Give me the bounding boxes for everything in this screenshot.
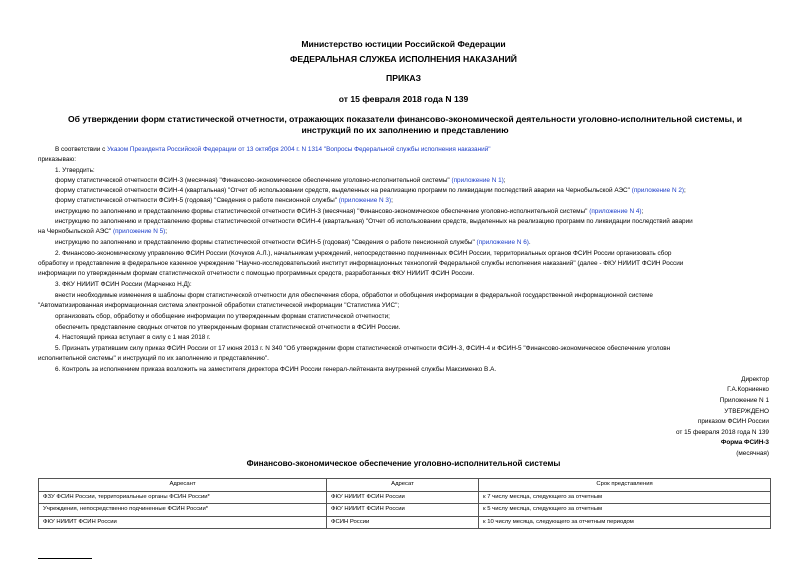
table-cell-recipient: ФКУ НИИИТ ФСИН России [327, 504, 479, 517]
ministry-name: Министерство юстиции Российской Федерации [301, 39, 506, 49]
table-cell-recipient: ФСИН России [327, 516, 479, 529]
instruction-fsin3-text: инструкцию по заполнению и представлению формы статистической отчетности ФСИН-3 (месячная) "Финансово-экономическое обеспечение уголовно-исполнительной системы" [55, 208, 590, 215]
instruction-fsin4-line2 [38, 227, 167, 237]
approved-by: приказом ФСИН России [697, 418, 769, 425]
item-2-line3: информации по утвержденным формам статистической отчетности с помощью программных средств, разработанных ФКУ НИИИТ ФСИН России. [38, 270, 475, 277]
semicolon: ; [503, 177, 506, 184]
item-3-a-line2: "Автоматизированная информационная система электронной обработки статистической информации "Статистика УИС"; [38, 302, 400, 309]
instruction-fsin5 [55, 238, 531, 248]
form-fsin3-text: форму статистической отчетности ФСИН-3 (месячная) "Финансово-экономическое обеспечение уголовно-исполнительной системы" [55, 177, 452, 184]
doc-title [55, 114, 755, 136]
table-cell-recipient: ФКУ НИИИТ ФСИН России [327, 491, 479, 504]
table-cell-sender: ФКУ НИИИТ ФСИН России [39, 516, 327, 529]
table-cell-deadline: к 7 числу месяца, следующего за отчетным [479, 491, 771, 504]
instruction-fsin5-text: инструкцию по заполнению и представлению формы статистической отчетности ФСИН-5 (годовая) "Сведения о работе пенсионной службы" [55, 239, 477, 246]
appendix-3-link[interactable]: (приложение N 3) [338, 197, 392, 204]
decree-link[interactable]: Указом Президента Российской Федерации от 13 октября 2004 г. N 1314 "Вопросы Федеральной службы исполнения наказаний" [107, 146, 491, 153]
period: . [528, 239, 531, 246]
instruction-fsin3 [55, 207, 643, 217]
item-5-line1: 5. Признать утратившим силу приказ ФСИН России от 17 июня 2013 г. N 340 "Об утверждении форм статистической отчетности ФСИН-3, ФСИН-4 и ФСИН-5 "Финансово-экономическое обеспечение уголовн [55, 345, 671, 352]
instruction-fsin4-line1: инструкцию по заполнению и представлению формы статистической отчетности ФСИН-4 (квартальная) "Отчет об использовании средств, выделенных на реализацию программ по ликвидации последствий аварии [55, 218, 693, 225]
service-name: ФЕДЕРАЛЬНАЯ СЛУЖБА ИСПОЛНЕНИЯ НАКАЗАНИЙ [290, 54, 517, 64]
doc-title-line2: инструкций по их заполнению и представлению [301, 125, 509, 135]
item-2-line1: 2. Финансово-экономическому управлению ФСИН России (Кочуков А.Л.), начальникам учреждений, непосредственно подчиненных ФСИН России, территориальных органов ФСИН России организовать сбор [55, 250, 672, 257]
column-header-sender: Адресант [39, 479, 327, 492]
item-1: 1. Утвердить: [55, 167, 95, 174]
doc-type: ПРИКАЗ [386, 73, 421, 83]
item-2-line2: обработку и представление в федеральное казенное учреждение "Научно-исследовательский институт информационных технологий Федеральной службы исполнения наказаний" (далее - ФКУ НИИИТ ФСИН России [38, 260, 684, 267]
item-3: 3. ФКУ НИИИТ ФСИН России (Марченко Н.Д): [55, 281, 192, 288]
column-header-recipient: Адресат [327, 479, 479, 492]
table-cell-deadline: к 10 числу месяца, следующего за отчетным периодом [479, 516, 771, 529]
semicolon: ; [391, 197, 393, 204]
appendix-label: Приложение N 1 [719, 397, 769, 404]
table-cell-sender: ФЗУ ФСИН России, территориальные органы ФСИН России* [39, 491, 327, 504]
form-period: (месячная) [736, 450, 769, 457]
appendix-4-link[interactable]: (приложение N 4) [589, 208, 642, 215]
form-fsin3 [55, 176, 506, 186]
table-row [39, 516, 771, 529]
doc-date-number: от 15 февраля 2018 года N 139 [338, 94, 469, 104]
item-6: 6. Контроль за исполнением приказа возложить на заместителя директора ФСИН России генерал-лейтенанта внутренней службы Максименко В.А. [55, 366, 497, 373]
instruction-fsin4-text: на Чернобыльской АЭС" [38, 228, 113, 235]
signature-name: Г.А.Корниенко [727, 386, 769, 393]
table-row [39, 491, 771, 504]
reporting-table [38, 478, 771, 529]
doc-title-line1: Об утверждении форм статистической отчетности, отражающих показатели финансово-экономической деятельности уголовно-исполнительной системы, и [67, 114, 743, 124]
appendix-1-link[interactable]: (приложение N 1) [451, 177, 504, 184]
order-word: приказываю: [38, 156, 76, 163]
form-title: Финансово-экономическое обеспечение уголовно-исполнительной системы [246, 459, 561, 468]
appendix-2-link[interactable]: (приложение N 2) [631, 187, 685, 194]
form-code: Форма ФСИН-3 [720, 439, 769, 446]
approved-date: от 15 февраля 2018 года N 139 [676, 429, 769, 436]
form-fsin4 [55, 186, 686, 196]
item-3-c: обеспечить представление сводных отчетов по утвержденным формам статистической отчетности в ФСИН России. [55, 324, 401, 331]
item-5-line2: исполнительной системы" и инструкций по их заполнению и представлению". [38, 355, 269, 362]
semicolon: ; [684, 187, 686, 194]
item-4: 4. Настоящий приказ вступает в силу с 1 мая 2018 г. [55, 334, 211, 341]
table-row [39, 504, 771, 517]
form-fsin5-text: форму статистической отчетности ФСИН-5 (годовая) "Сведения о работе пенсионной службы" [55, 197, 339, 204]
item-3-a-line1: внести необходимые изменения в шаблоны форм статистической отчетности для обеспечения сбора, обработки и обобщения информации в федеральной государственной информационной системе [55, 292, 653, 299]
form-fsin5 [55, 196, 393, 206]
item-3-b: организовать сбор, обработку и обобщение информации по утвержденным формам статистической отчетности; [55, 313, 390, 320]
table-cell-deadline: к 5 числу месяца, следующего за отчетным [479, 504, 771, 517]
column-header-deadline: Срок представления [479, 479, 771, 492]
intro-paragraph [55, 145, 491, 155]
signature-position: Директор [741, 376, 769, 383]
table-header-row [39, 479, 771, 492]
table-cell-sender: Учреждения, непосредственно подчиненные ФСИН России* [39, 504, 327, 517]
form-fsin4-text: форму статистической отчетности ФСИН-4 (квартальная) "Отчет об использовании средств, выделенных на реализацию программ по ликвидации последствий аварии на Чернобыльской АЭС" [55, 187, 632, 194]
intro-text: В соответствии с [55, 146, 108, 153]
footnote-divider [38, 558, 92, 559]
approved-label: УТВЕРЖДЕНО [724, 408, 769, 415]
appendix-6-link[interactable]: (приложение N 6) [476, 239, 529, 246]
semicolon: ; [165, 228, 168, 235]
appendix-5-link[interactable]: (приложение N 5) [112, 228, 166, 235]
semicolon: ; [641, 208, 644, 215]
